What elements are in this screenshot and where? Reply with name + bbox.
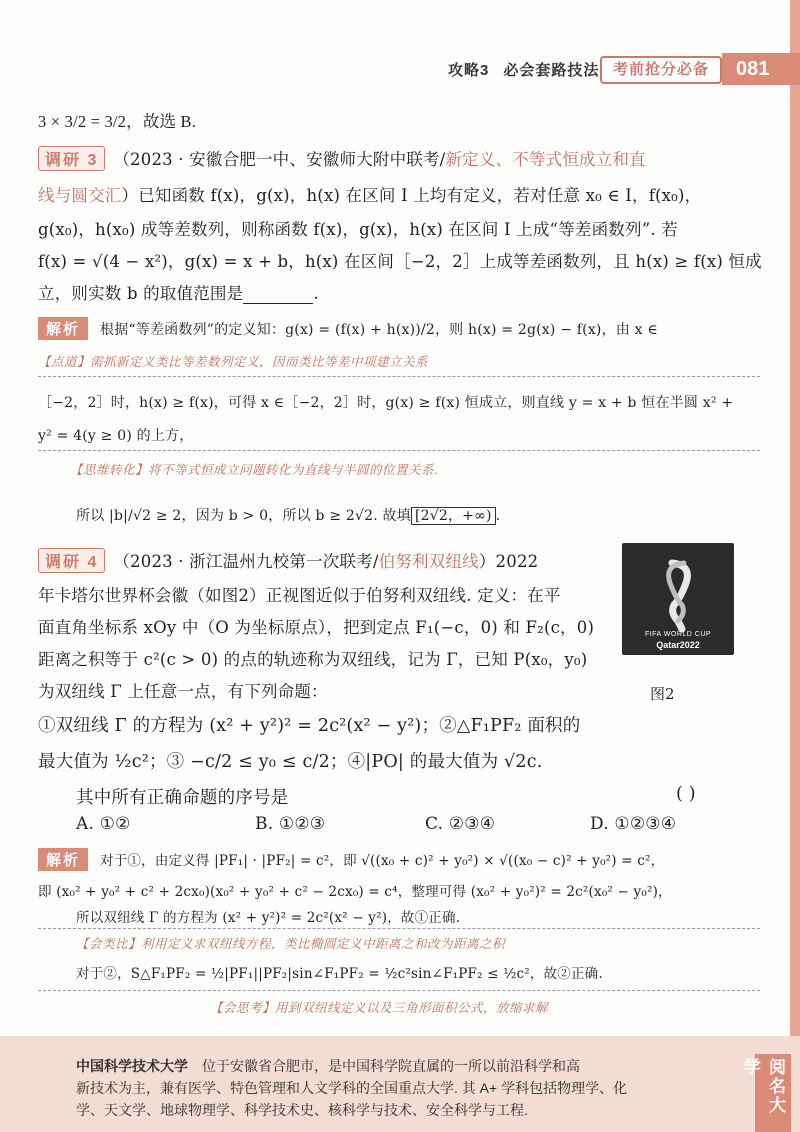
- problem3-line5-text: 立，则实数 b 的取值范围是: [38, 284, 244, 303]
- trophy-icon: [622, 543, 734, 655]
- problem3-line2-rest: ）已知函数 f(x)，g(x)，h(x) 在区间 I 上均有定义，若对任意 x₀ ∈ I，f(x₀)，: [121, 186, 702, 205]
- problem3-line2-hl: 线与圆交汇: [38, 186, 122, 205]
- divider: [38, 990, 760, 991]
- analysis4-line4: 对于②，S△F₁PF₂ = ½|PF₁||PF₂|sin∠F₁PF₂ = ½c²sin∠F₁PF₂ ≤ ½c²，故②正确.: [76, 966, 603, 982]
- page-number: 081: [722, 53, 800, 85]
- analysis4-line2: 即 (x₀² + y₀² + c² + 2cx₀)(x₀² + y₀² + c² − 2cx₀) = c⁴，整理可得 (x₀² + y₀²)² = 2c²(x₀² − y₀²)，: [38, 884, 672, 900]
- problem3-badge: 调研 3: [38, 146, 105, 171]
- header-topic: 必会套路技法: [503, 62, 600, 79]
- problem3-line4: f(x) = √(4 − x²)，g(x) = x + b，h(x) 在区间［−2，2］上成等差函数列，且 h(x) ≥ f(x) 恒成: [38, 252, 762, 271]
- footer-school: 中国科学技术大学: [76, 1058, 188, 1074]
- problem4-line7: 最大值为 ½c²；③ −c/2 ≤ y₀ ≤ c/2；④|PO| 的最大值为 √2c.: [38, 752, 543, 772]
- analysis4-note2: 【会思考】用到双纽线定义以及三角形面积公式，放缩求解: [210, 1000, 549, 1015]
- footer-line2: 新技术为主，兼有医学、特色管理和人文学科的全国重点大学. 其 A+ 学科包括物理学、化: [76, 1080, 628, 1096]
- problem4-paren: ( ): [676, 784, 696, 804]
- analysis4-line1: [38, 848, 664, 871]
- intro-line: 3 × 3/2 = 3/2，故选 B.: [38, 112, 197, 131]
- analysis3-note1: 【点道】需抓新定义类比等差数列定义，因而类比等差中项建立关系: [38, 354, 429, 369]
- figure-caption: 图2: [650, 685, 675, 703]
- problem3-source: （2023 · 安徽合肥一中、安徽师大附中联考/: [113, 150, 446, 169]
- problem4-line1: [38, 548, 538, 573]
- problem4-source: （2023 · 浙江温州九校第一次联考/: [113, 552, 379, 571]
- header-title: [448, 59, 613, 80]
- answer-blank: [243, 289, 313, 304]
- analysis3-answer: [2√2，+∞): [411, 507, 496, 525]
- analysis3-line1: [38, 317, 658, 340]
- analysis4-note1: 【会类比】利用定义求双纽线方程，类比椭圆定义中距离之和改为距离之积: [76, 936, 506, 951]
- footer-side-label: 阅名大学: [755, 1054, 791, 1132]
- divider: [38, 450, 760, 451]
- divider: [38, 376, 760, 377]
- problem4-line2: 年卡塔尔世界杯会徽（如图2）正视图近似于伯努利双纽线. 定义：在平: [38, 586, 561, 605]
- world-cup-logo-image: [622, 543, 734, 655]
- analysis3-line4: [76, 505, 500, 525]
- problem4-line4: 距离之积等于 c²(c > 0) 的点的轨迹称为双纽线，记为 Γ，已知 P(x₀，y₀): [38, 650, 588, 669]
- page-header: [0, 50, 800, 84]
- analysis3-line4-end: .: [495, 508, 501, 524]
- analysis3-line4-text: 所以 |b|/√2 ≥ 2，因为 b > 0，所以 b ≥ 2√2. 故填: [76, 508, 411, 524]
- analysis4-line1-text: 对于①，由定义得 |PF₁| · |PF₂| = c²，即 √((x₀ + c)² + y₀²) × √((x₀ − c)² + y₀²) = c²，: [100, 853, 665, 869]
- problem3-line5-end: .: [313, 284, 319, 303]
- problem4-source-end: ）2022: [478, 552, 539, 571]
- problem4-line5: 为双纽线 Γ 上任意一点，有下列命题：: [38, 682, 328, 701]
- header-badge: 考前抢分必备: [600, 56, 722, 84]
- footer-line3: 学、天文学、地球物理学、科学技术史、核科学与技术、安全科学与工程.: [76, 1102, 528, 1118]
- analysis4-tag: 解析: [38, 848, 88, 871]
- analysis4-line3: 所以双纽线 Γ 的方程为 (x² + y²)² = 2c²(x² − y²)，故①正确.: [76, 910, 461, 926]
- footer-line1: [76, 1055, 716, 1077]
- logo-text-2: Qatar2022: [656, 640, 700, 650]
- page-edge-strip: [790, 0, 800, 1132]
- option-c: C. ②③④: [425, 814, 496, 834]
- option-a: A. ①②: [76, 814, 131, 834]
- divider: [38, 928, 760, 929]
- analysis3-line3: y² = 4(y ≥ 0) 的上方，: [38, 428, 194, 444]
- option-d: D. ①②③④: [590, 814, 677, 834]
- header-strategy: 攻略3: [448, 62, 490, 79]
- analysis3-line2: ［−2，2］时，h(x) ≥ f(x)，可得 x ∈［−2，2］时，g(x) ≥ f(x) 恒成立，则直线 y = x + b 恒在半圆 x² +: [38, 395, 734, 411]
- analysis3-line1-text: 根据“等差函数列”的定义知：g(x) = (f(x) + h(x))/2，则 h(x) = 2g(x) − f(x)，由 x ∈: [100, 322, 658, 338]
- problem4-line3: 面直角坐标系 xOy 中（O 为坐标原点），把到定点 F₁(−c，0) 和 F₂(c，0): [38, 618, 595, 637]
- footer-panel: [0, 1036, 800, 1132]
- logo-text-1: FIFA WORLD CUP: [644, 631, 712, 638]
- analysis3-note2: 【思维转化】将不等式恒成立问题转化为直线与半圆的位置关系.: [70, 462, 439, 477]
- footer-line1-text: 位于安徽省合肥市，是中国科学院直属的一所以前沿科学和高: [202, 1058, 580, 1074]
- problem4-line6: ①双纽线 Γ 的方程为 (x² + y²)² = 2c²(x² − y²)；②△F₁PF₂ 面积的: [38, 716, 581, 736]
- footer-text: [76, 1055, 716, 1121]
- problem3-line1: [38, 146, 646, 171]
- analysis3-tag: 解析: [38, 317, 88, 340]
- option-b: B. ①②③: [255, 814, 326, 834]
- problem4-badge: 调研 4: [38, 548, 105, 573]
- problem3-line2: [38, 182, 701, 206]
- problem3-source-hl: 新定义、不等式恒成立和直: [445, 150, 646, 169]
- problem4-source-hl: 伯努利双纽线: [378, 552, 479, 571]
- problem4-question: 其中所有正确命题的序号是: [76, 788, 289, 808]
- problem3-line5: [38, 280, 319, 304]
- problem3-line3: g(x₀)，h(x₀) 成等差数列，则称函数 f(x)，g(x)，h(x) 在区间 I 上成“等差函数列”. 若: [38, 220, 678, 239]
